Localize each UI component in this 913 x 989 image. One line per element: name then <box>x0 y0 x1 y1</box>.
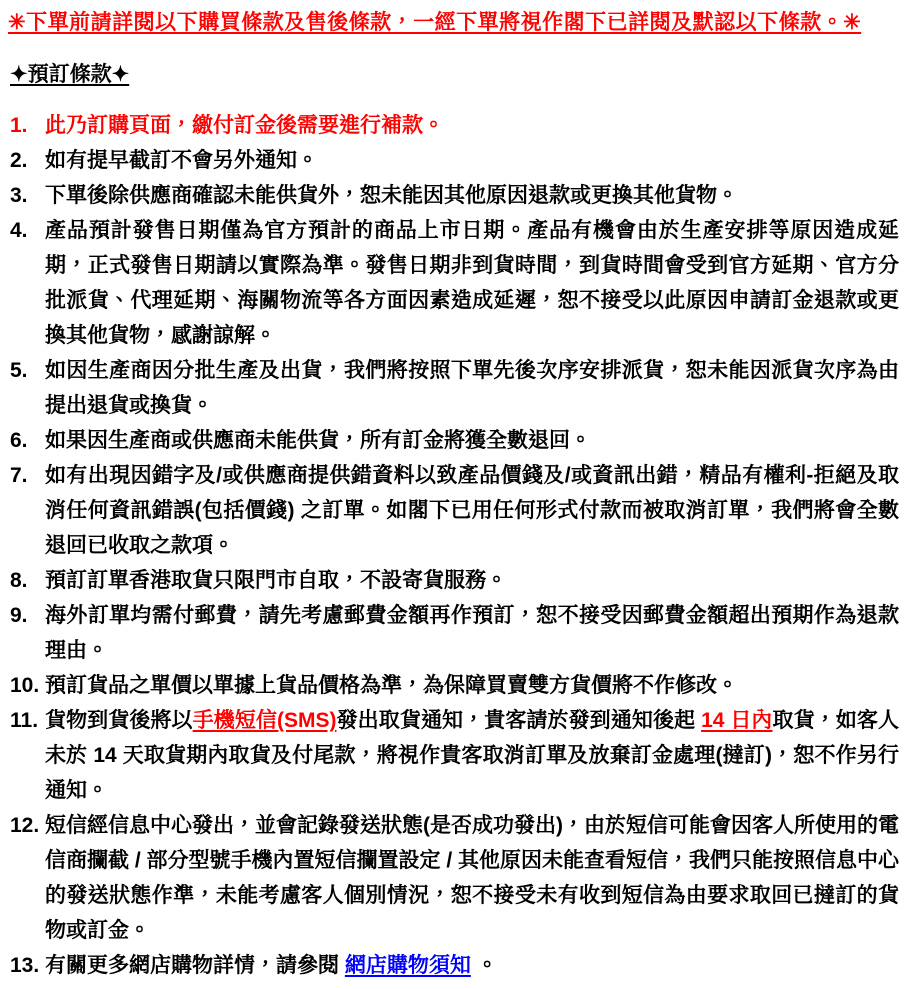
term-number: 1. <box>10 114 28 137</box>
term-number: 6. <box>10 429 28 452</box>
term-text: 有關更多網店購物詳情，請參閱 <box>45 954 345 977</box>
term-item-11 <box>8 703 899 808</box>
terms-list <box>8 108 899 983</box>
term-number: 7. <box>10 464 28 487</box>
term-text: 取貨，如客人未於 14 天取貨期內取貨及付尾款，將視作貴客取消訂單及放棄訂金處理(撻訂)，恕不作另行通知。 <box>45 709 899 802</box>
term-text: 預訂貨品之單價以單據上貨品價格為準，為保障買賣雙方貨價將不作修改。 <box>45 674 738 697</box>
term-number: 5. <box>10 359 28 382</box>
term-number: 2. <box>10 149 28 172</box>
term-number: 13. <box>10 954 40 977</box>
term-text: 如有出現因錯字及/或供應商提供錯資料以致產品價錢及/或資訊出錯，精品有權利-拒絕及取消任何資訊錯誤(包括價錢) 之訂單。如閣下已用任何形式付款而被取消訂單，我們將會全數退回已收取之款項。 <box>45 464 899 557</box>
term-text: 短信經信息中心發出，並會記錄發送狀態(是否成功發出)，由於短信可能會因客人所使用的電信商攔截 / 部分型號手機內置短信攔置設定 / 其他原因未能查看短信，我們只能按照信息中心的發送狀態作準，未能考慮客人個別情況，恕不接受未有收到短信為由要求取回已撻訂的貨物或訂金。 <box>45 814 900 942</box>
term-item-6 <box>8 423 899 458</box>
term-item-1 <box>8 108 899 143</box>
term-text: 如果因生產商或供應商未能供貨，所有訂金將獲全數退回。 <box>45 429 591 452</box>
term-text: 產品預計發售日期僅為官方預計的商品上市日期。產品有機會由於生產安排等原因造成延期，正式發售日期請以實際為準。發售日期非到貨時間，到貨時間會受到官方延期、官方分批派貨、代理延期、海關物流等各方面因素造成延遲，恕不接受以此原因申請訂金退款或更換其他貨物，感謝諒解。 <box>45 219 899 347</box>
term-item-5 <box>8 353 899 423</box>
term-text: 預訂訂單香港取貨只限門市自取，不設寄貨服務。 <box>45 569 507 592</box>
term-number: 9. <box>10 604 28 627</box>
term-item-2 <box>8 143 899 178</box>
term-item-3 <box>8 178 899 213</box>
term-text: 發出取貨通知，貴客請於發到通知後起 <box>336 709 702 732</box>
term-text: 。 <box>470 954 498 977</box>
term-item-10 <box>8 668 899 703</box>
notice-title: ✳下單前請詳閱以下購買條款及售後條款，一經下單將視作閣下已詳閱及默認以下條款。✳ <box>8 11 862 34</box>
term-item-12 <box>8 808 899 948</box>
term-text: 如有提早截訂不會另外通知。 <box>45 149 318 172</box>
term-text: 此乃訂購頁面，繳付訂金後需要進行補款。 <box>45 114 444 137</box>
term-number: 11. <box>10 709 39 732</box>
term-text: 貨物到貨後將以 <box>45 709 193 732</box>
section-header-preorder-terms: ✦預訂條款✦ <box>10 63 130 86</box>
term-item-9 <box>8 598 899 668</box>
term-text: 下單後除供應商確認未能供貨外，恕未能因其他原因退款或更換其他貨物。 <box>45 184 738 207</box>
term-number: 12. <box>10 814 40 837</box>
pickup-deadline-highlight: 14 日內 <box>701 709 773 732</box>
shop-guide-link[interactable]: 網店購物須知 <box>344 954 471 977</box>
term-item-13 <box>8 948 899 983</box>
sms-highlight: 手機短信(SMS) <box>192 709 337 732</box>
term-text: 如因生產商因分批生產及出貨，我們將按照下單先後次序安排派貨，恕未能因派貨次序為由提出退貨或換貨。 <box>45 359 899 417</box>
term-number: 10. <box>10 674 40 697</box>
term-text: 海外訂單均需付郵費，請先考慮郵費金額再作預訂，恕不接受因郵費金額超出預期作為退款理由。 <box>45 604 899 662</box>
term-number: 3. <box>10 184 28 207</box>
term-number: 8. <box>10 569 28 592</box>
term-item-7 <box>8 458 899 563</box>
term-number: 4. <box>10 219 28 242</box>
term-item-4 <box>8 213 899 353</box>
term-item-8 <box>8 563 899 598</box>
